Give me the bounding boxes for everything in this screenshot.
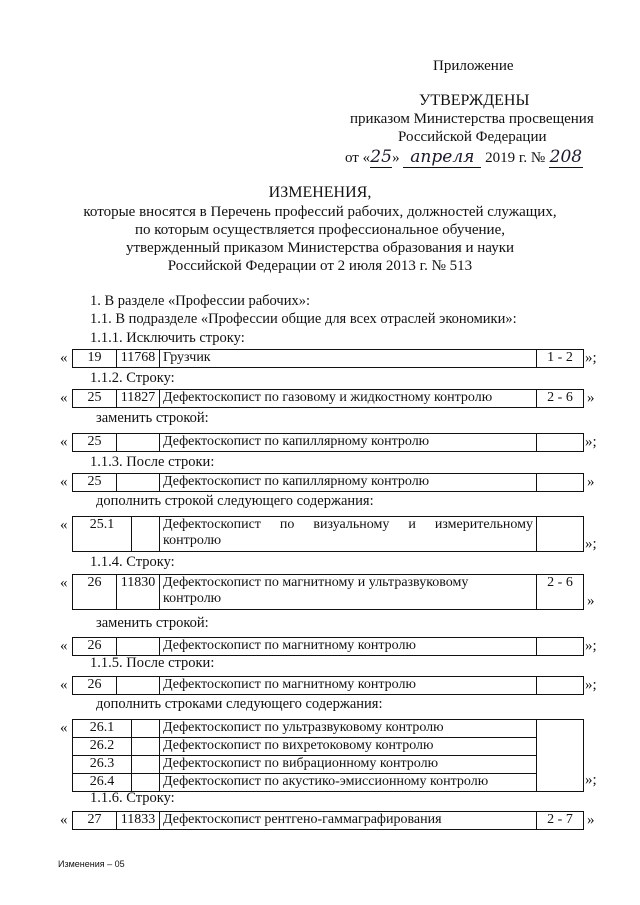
order-line-1: приказом Министерства просвещения xyxy=(350,111,594,127)
quote-open: « xyxy=(60,474,68,490)
row-code xyxy=(132,756,160,774)
row-name-line-2: контролю xyxy=(163,591,222,606)
date-year: 2019 г. № xyxy=(485,150,546,166)
row-name-line-1: Дефектоскопист по визуальному и измерительному xyxy=(163,517,533,532)
quote-open: « xyxy=(60,812,68,828)
row-grade: 1 - 2 xyxy=(537,350,584,368)
row-grade xyxy=(537,720,584,792)
table-row xyxy=(73,774,584,792)
quote-close: » xyxy=(587,593,595,609)
row-number: 25 xyxy=(73,474,117,492)
supplement-text: дополнить строкой следующего содержания: xyxy=(96,493,374,509)
paragraph-1-1-3: 1.1.3. После строки: xyxy=(90,454,215,470)
paragraph-1-1-5: 1.1.5. После строки: xyxy=(90,655,215,671)
quote-open: « xyxy=(60,350,68,366)
row-name: Дефектоскопист по магнитному контролю xyxy=(160,677,537,695)
paragraph-1-1-6: 1.1.6. Строку: xyxy=(90,790,175,806)
paragraph-1-1: 1.1. В подразделе «Профессии общие для всех отраслей экономики»: xyxy=(90,311,517,327)
table-row xyxy=(72,676,584,695)
row-number: 26.3 xyxy=(73,756,132,774)
title-line-4: Российской Федерации от 2 июля 2013 г. № 513 xyxy=(167,258,473,274)
appendix-label: Приложение xyxy=(433,58,514,74)
table-row xyxy=(72,811,584,830)
title-heading: ИЗМЕНЕНИЯ, xyxy=(268,184,372,201)
table-row xyxy=(72,473,584,492)
replace-text: заменить строкой: xyxy=(96,410,209,426)
row-code xyxy=(132,720,160,738)
supplement-text: дополнить строками следующего содержания: xyxy=(96,696,383,712)
date-month-handwritten: апреля xyxy=(403,147,481,168)
quote-close: »; xyxy=(585,638,597,654)
title-line-2: по которым осуществляется профессиональное обучение, xyxy=(135,222,505,238)
row-name: Дефектоскопист по магнитному контролю xyxy=(160,638,537,656)
row-number: 25.1 xyxy=(73,517,132,552)
row-number: 26.2 xyxy=(73,738,132,756)
row-number: 26 xyxy=(73,638,117,656)
date-prefix: от « xyxy=(345,150,371,166)
paragraph-1-1-1: 1.1.1. Исключить строку: xyxy=(90,330,245,346)
quote-open: « xyxy=(60,434,68,450)
row-grade xyxy=(537,434,584,452)
row-name-line-1: Дефектоскопист по магнитному и ультразвуковому xyxy=(163,575,469,590)
row-code xyxy=(117,677,160,695)
quote-close: »; xyxy=(585,772,597,788)
row-name xyxy=(160,575,537,610)
row-name: Дефектоскопист по вихретоковому контролю xyxy=(160,738,537,756)
row-number: 25 xyxy=(73,390,117,408)
table-row-group xyxy=(72,719,584,792)
row-grade: 2 - 7 xyxy=(537,812,584,830)
table-row xyxy=(73,738,584,756)
table-row xyxy=(73,720,584,738)
quote-close: » xyxy=(587,812,595,828)
quote-open: « xyxy=(60,720,68,736)
paragraph-1-1-2: 1.1.2. Строку: xyxy=(90,370,175,386)
row-grade xyxy=(537,474,584,492)
quote-open: « xyxy=(60,677,68,693)
date-day-handwritten: 25 xyxy=(370,147,392,167)
row-grade xyxy=(537,638,584,656)
row-name: Дефектоскопист по капиллярному контролю xyxy=(160,474,537,492)
page-footer: Изменения – 05 xyxy=(58,859,125,869)
row-name-line-2: контролю xyxy=(163,533,222,548)
quote-close: » xyxy=(587,390,595,406)
table-row xyxy=(72,349,584,368)
title-line-3: утвержденный приказом Министерства образования и науки xyxy=(125,240,515,256)
row-name xyxy=(160,517,537,552)
row-number: 26 xyxy=(73,575,117,610)
row-name: Дефектоскопист по ультразвуковому контролю xyxy=(160,720,537,738)
table-row xyxy=(73,756,584,774)
table-row xyxy=(72,433,584,452)
row-grade xyxy=(537,517,584,552)
title-line-1: которые вносятся в Перечень профессий рабочих, должностей служащих, xyxy=(83,204,557,220)
row-grade xyxy=(537,677,584,695)
quote-close: »; xyxy=(585,536,597,552)
row-code xyxy=(117,474,160,492)
row-name: Дефектоскопист по вибрационному контролю xyxy=(160,756,537,774)
row-number: 26.1 xyxy=(73,720,132,738)
quote-open: « xyxy=(60,390,68,406)
table-row xyxy=(72,516,584,552)
row-code xyxy=(117,434,160,452)
row-name: Дефектоскопист по газовому и жидкостному контролю xyxy=(160,390,537,408)
quote-open: « xyxy=(60,638,68,654)
row-name: Дефектоскопист по капиллярному контролю xyxy=(160,434,537,452)
paragraph-1-1-4: 1.1.4. Строку: xyxy=(90,554,175,570)
paragraph-1: 1. В разделе «Профессии рабочих»: xyxy=(90,293,311,309)
row-code xyxy=(132,774,160,792)
row-number: 26.4 xyxy=(73,774,132,792)
row-code xyxy=(117,638,160,656)
quote-close: »; xyxy=(585,434,597,450)
row-code: 11830 xyxy=(117,575,160,610)
row-grade: 2 - 6 xyxy=(537,390,584,408)
row-number: 27 xyxy=(73,812,117,830)
quote-close: »; xyxy=(585,350,597,366)
row-code: 11827 xyxy=(117,390,160,408)
row-name: Дефектоскопист по акустико-эмиссионному контролю xyxy=(160,774,537,792)
order-number-handwritten: 208 xyxy=(549,147,583,167)
row-code: 11768 xyxy=(117,350,160,368)
order-date-line xyxy=(345,147,583,168)
quote-open: « xyxy=(60,575,68,591)
row-code: 11833 xyxy=(117,812,160,830)
approved-heading: УТВЕРЖДЕНЫ xyxy=(419,92,530,109)
table-row xyxy=(72,637,584,656)
quote-open: « xyxy=(60,517,68,533)
row-name: Дефектоскопист рентгено-гаммаграфирования xyxy=(160,812,537,830)
replace-text: заменить строкой: xyxy=(96,615,209,631)
table-row xyxy=(72,574,584,610)
row-number: 26 xyxy=(73,677,117,695)
order-line-2: Российской Федерации xyxy=(398,129,547,145)
date-mid: » xyxy=(392,150,400,166)
row-number: 19 xyxy=(73,350,117,368)
table-row xyxy=(72,389,584,408)
quote-close: »; xyxy=(585,677,597,693)
quote-close: » xyxy=(587,474,595,490)
row-number: 25 xyxy=(73,434,117,452)
row-code xyxy=(132,738,160,756)
row-grade: 2 - 6 xyxy=(537,575,584,610)
row-code xyxy=(132,517,160,552)
row-name: Грузчик xyxy=(160,350,537,368)
